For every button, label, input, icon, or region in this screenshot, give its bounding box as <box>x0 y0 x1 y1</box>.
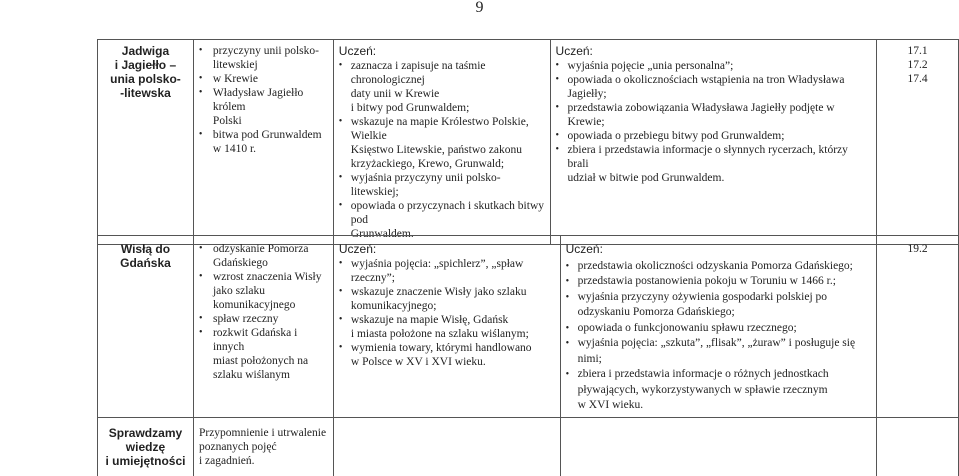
page-number: 9 <box>475 0 484 16</box>
list-item: • spław rzeczny <box>199 312 328 326</box>
list-item: • bitwa pod Grunwaldem w 1410 r. <box>199 128 328 156</box>
list-item: • Władysław Jagiełło królem Polski <box>199 86 328 128</box>
empty-cell <box>877 417 959 476</box>
list-item: • opowiada o okolicznościach wstąpienia na tron Władysława Jagiełły; <box>556 73 872 101</box>
list-item: • wyjaśnia przyczyny ożywienia gospodarki polskiej po odzyskaniu Pomorza Gdańskiego; <box>566 290 872 321</box>
table-row <box>98 40 959 245</box>
student-header: Uczeń: <box>555 44 593 58</box>
themes-cell <box>193 40 333 245</box>
topic-cell: Jadwiga i Jagiełło – unia polsko- -litewska <box>98 40 194 245</box>
empty-cell <box>560 417 877 476</box>
list-item: • wskazuje na mapie Królestwo Polskie, Wielkie Księstwo Litewskie, państwo zakonu krzyżackiego, Krewo, Grunwald; <box>339 115 545 171</box>
list-item: • zbiera i przedstawia informacje o słynnych rycerzach, którzy brali udział w bitwie pod Grunwaldem. <box>556 143 872 185</box>
student-header: Uczeń: <box>338 242 377 256</box>
list-item: • zbiera i przedstawia informacje o różnych jednostkach pływających, wykorzystywanych w spławie rzecznym w XVI wieku. <box>566 367 872 414</box>
extended-requirements-cell <box>560 236 877 418</box>
empty-cell <box>333 417 560 476</box>
curriculum-refs-cell: 19.2 <box>877 236 959 418</box>
list-item: • opowiada o funkcjonowaniu spławu rzecznego; <box>566 321 872 337</box>
curriculum-refs-cell: 17.1 17.2 17.4 <box>877 40 959 245</box>
topic-cell: Wisłą do Gdańska <box>98 236 194 418</box>
list-item: • wskazuje znaczenie Wisły jako szlaku komunikacyjnego; <box>339 285 555 313</box>
basic-requirements-cell <box>333 40 550 245</box>
list-item: • odzyskanie Pomorza Gdańskiego <box>199 242 328 270</box>
list-item: • wyjaśnia pojęcia: „szkuta”, „flisak”, „żuraw” i posługuje się nimi; <box>566 336 872 367</box>
list-item: • w Krewie <box>199 72 328 86</box>
list-item: • wymienia towary, którymi handlowano w Polsce w XV i XVI wieku. <box>339 341 555 369</box>
extended-requirements-cell <box>550 40 877 245</box>
list-item: • przedstawia postanowienia pokoju w Toruniu w 1466 r.; <box>566 274 872 290</box>
list-item: • wzrost znaczenia Wisły jako szlaku komunikacyjnego <box>199 270 328 312</box>
list-item: • wyjaśnia pojęcie „unia personalna”; <box>556 59 872 73</box>
student-header: Uczeń: <box>338 44 377 58</box>
list-item: • zaznacza i zapisuje na taśmie chronologicznej daty unii w Krewie i bitwy pod Grunwaldem; <box>339 59 545 115</box>
table-row <box>98 417 959 476</box>
table-row <box>98 236 959 418</box>
student-header: Uczeń: <box>565 242 603 256</box>
list-item: • rozkwit Gdańska i innych miast położonych na szlaku wiślanym <box>199 326 328 382</box>
list-item: • wyjaśnia pojęcia: „spichlerz”, „spław rzeczny”; <box>339 257 555 285</box>
list-item: • wskazuje na mapie Wisłę, Gdańsk i miasta położone na szlaku wiślanym; <box>339 313 555 341</box>
curriculum-table-1 <box>97 39 959 245</box>
list-item: • przyczyny unii polsko- litewskiej <box>199 44 328 72</box>
themes-cell <box>193 236 333 418</box>
list-item: • opowiada o przebiegu bitwy pod Grunwaldem; <box>556 129 872 143</box>
list-item: • opowiada o przyczynach i skutkach bitwy pod Grunwaldem. <box>339 199 545 241</box>
list-item: • przedstawia okoliczności odzyskania Pomorza Gdańskiego; <box>566 259 872 275</box>
summary-topic-cell: Sprawdzamy wiedzę i umiejętności <box>98 417 194 476</box>
curriculum-table-2 <box>97 235 959 476</box>
list-item: • przedstawia zobowiązania Władysława Jagiełły podjęte w Krewie; <box>556 101 872 129</box>
summary-text-cell: Przypomnienie i utrwalenie poznanych pojęć i zagadnień. <box>193 417 333 476</box>
basic-requirements-cell <box>333 236 560 418</box>
list-item: • wyjaśnia przyczyny unii polsko-litewskiej; <box>339 171 545 199</box>
